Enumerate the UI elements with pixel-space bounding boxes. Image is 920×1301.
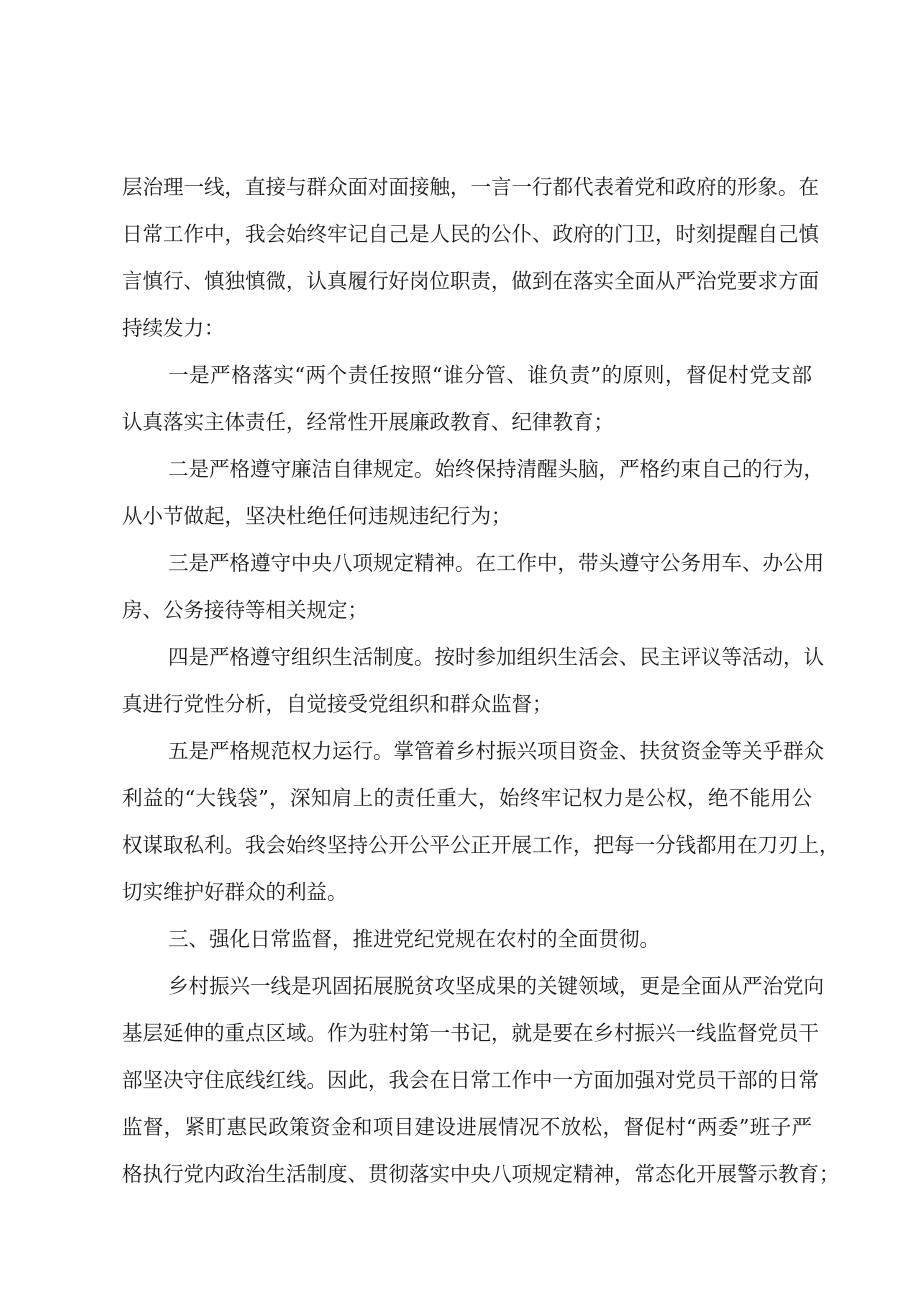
text-line: 利益的“大钱袋”，深知肩上的责任重大，始终牢记权力是公权，绝不能用公 [122, 786, 812, 810]
text-line: 五是严格规范权力运行。掌管着乡村振兴项目资金、扶贫资金等关乎群众 [168, 739, 824, 763]
paragraph [122, 164, 819, 352]
paragraph [122, 634, 824, 728]
text-line: 层治理一线，直接与群众面对面接触，一言一行都代表着党和政府的形象。在 [122, 175, 819, 199]
document-body [122, 164, 840, 1198]
paragraph [122, 352, 812, 446]
text-line: 三是严格遵守中央八项规定精神。在工作中，带头遵守公务用车、办公用 [168, 551, 824, 575]
paragraph [122, 728, 840, 916]
text-line: 一是严格落实“两个责任按照“谁分管、谁负责”的原则，督促村党支部 [168, 363, 812, 387]
text-line: 乡村振兴一线是巩固拓展脱贫攻坚成果的关键领域，更是全面从严治党向 [168, 974, 824, 998]
text-line: 从小节做起，坚决杜绝任何违规违纪行为； [122, 504, 512, 528]
text-line: 言慎行、慎独慎微，认真履行好岗位职责，做到在落实全面从严治党要求方面 [122, 269, 819, 293]
text-line: 四是严格遵守组织生活制度。按时参加组织生活会、民主评议等活动，认 [168, 645, 824, 669]
text-line: 日常工作中，我会始终牢记自己是人民的公仆、政府的门卫，时刻提醒自己慎 [122, 222, 819, 246]
text-line: 切实维护好群众的利益。 [122, 880, 348, 904]
text-line: 格执行党内政治生活制度、贯彻落实中央八项规定精神，常态化开展警示教育； [122, 1162, 840, 1186]
text-line: 二是严格遵守廉洁自律规定。始终保持清醒头脑，严格约束自己的行为， [168, 457, 824, 481]
paragraph [122, 963, 840, 1198]
text-line: 真进行党性分析，自觉接受党组织和群众监督； [122, 692, 553, 716]
paragraph [122, 540, 824, 634]
text-line: 持续发力： [122, 316, 225, 340]
text-line: 基层延伸的重点区域。作为驻村第一书记，就是要在乡村振兴一线监督党员干 [122, 1021, 819, 1045]
text-line: 监督，紧盯惠民政策资金和项目建设进展情况不放松，督促村“两委”班子严 [122, 1115, 812, 1139]
paragraph [122, 916, 812, 963]
text-line: 认真落实主体责任，经常性开展廉政教育、纪律教育； [122, 410, 614, 434]
text-line: 权谋取私利。我会始终坚持公开公平公正开展工作，把每一分钱都用在刀刃上， [122, 833, 840, 857]
text-line: 三、强化日常监督，推进党纪党规在农村的全面贯彻。 [168, 927, 660, 951]
paragraph [122, 446, 824, 540]
text-line: 部坚决守住底线红线。因此，我会在日常工作中一方面加强对党员干部的日常 [122, 1068, 819, 1092]
text-line: 房、公务接待等相关规定； [122, 598, 368, 622]
